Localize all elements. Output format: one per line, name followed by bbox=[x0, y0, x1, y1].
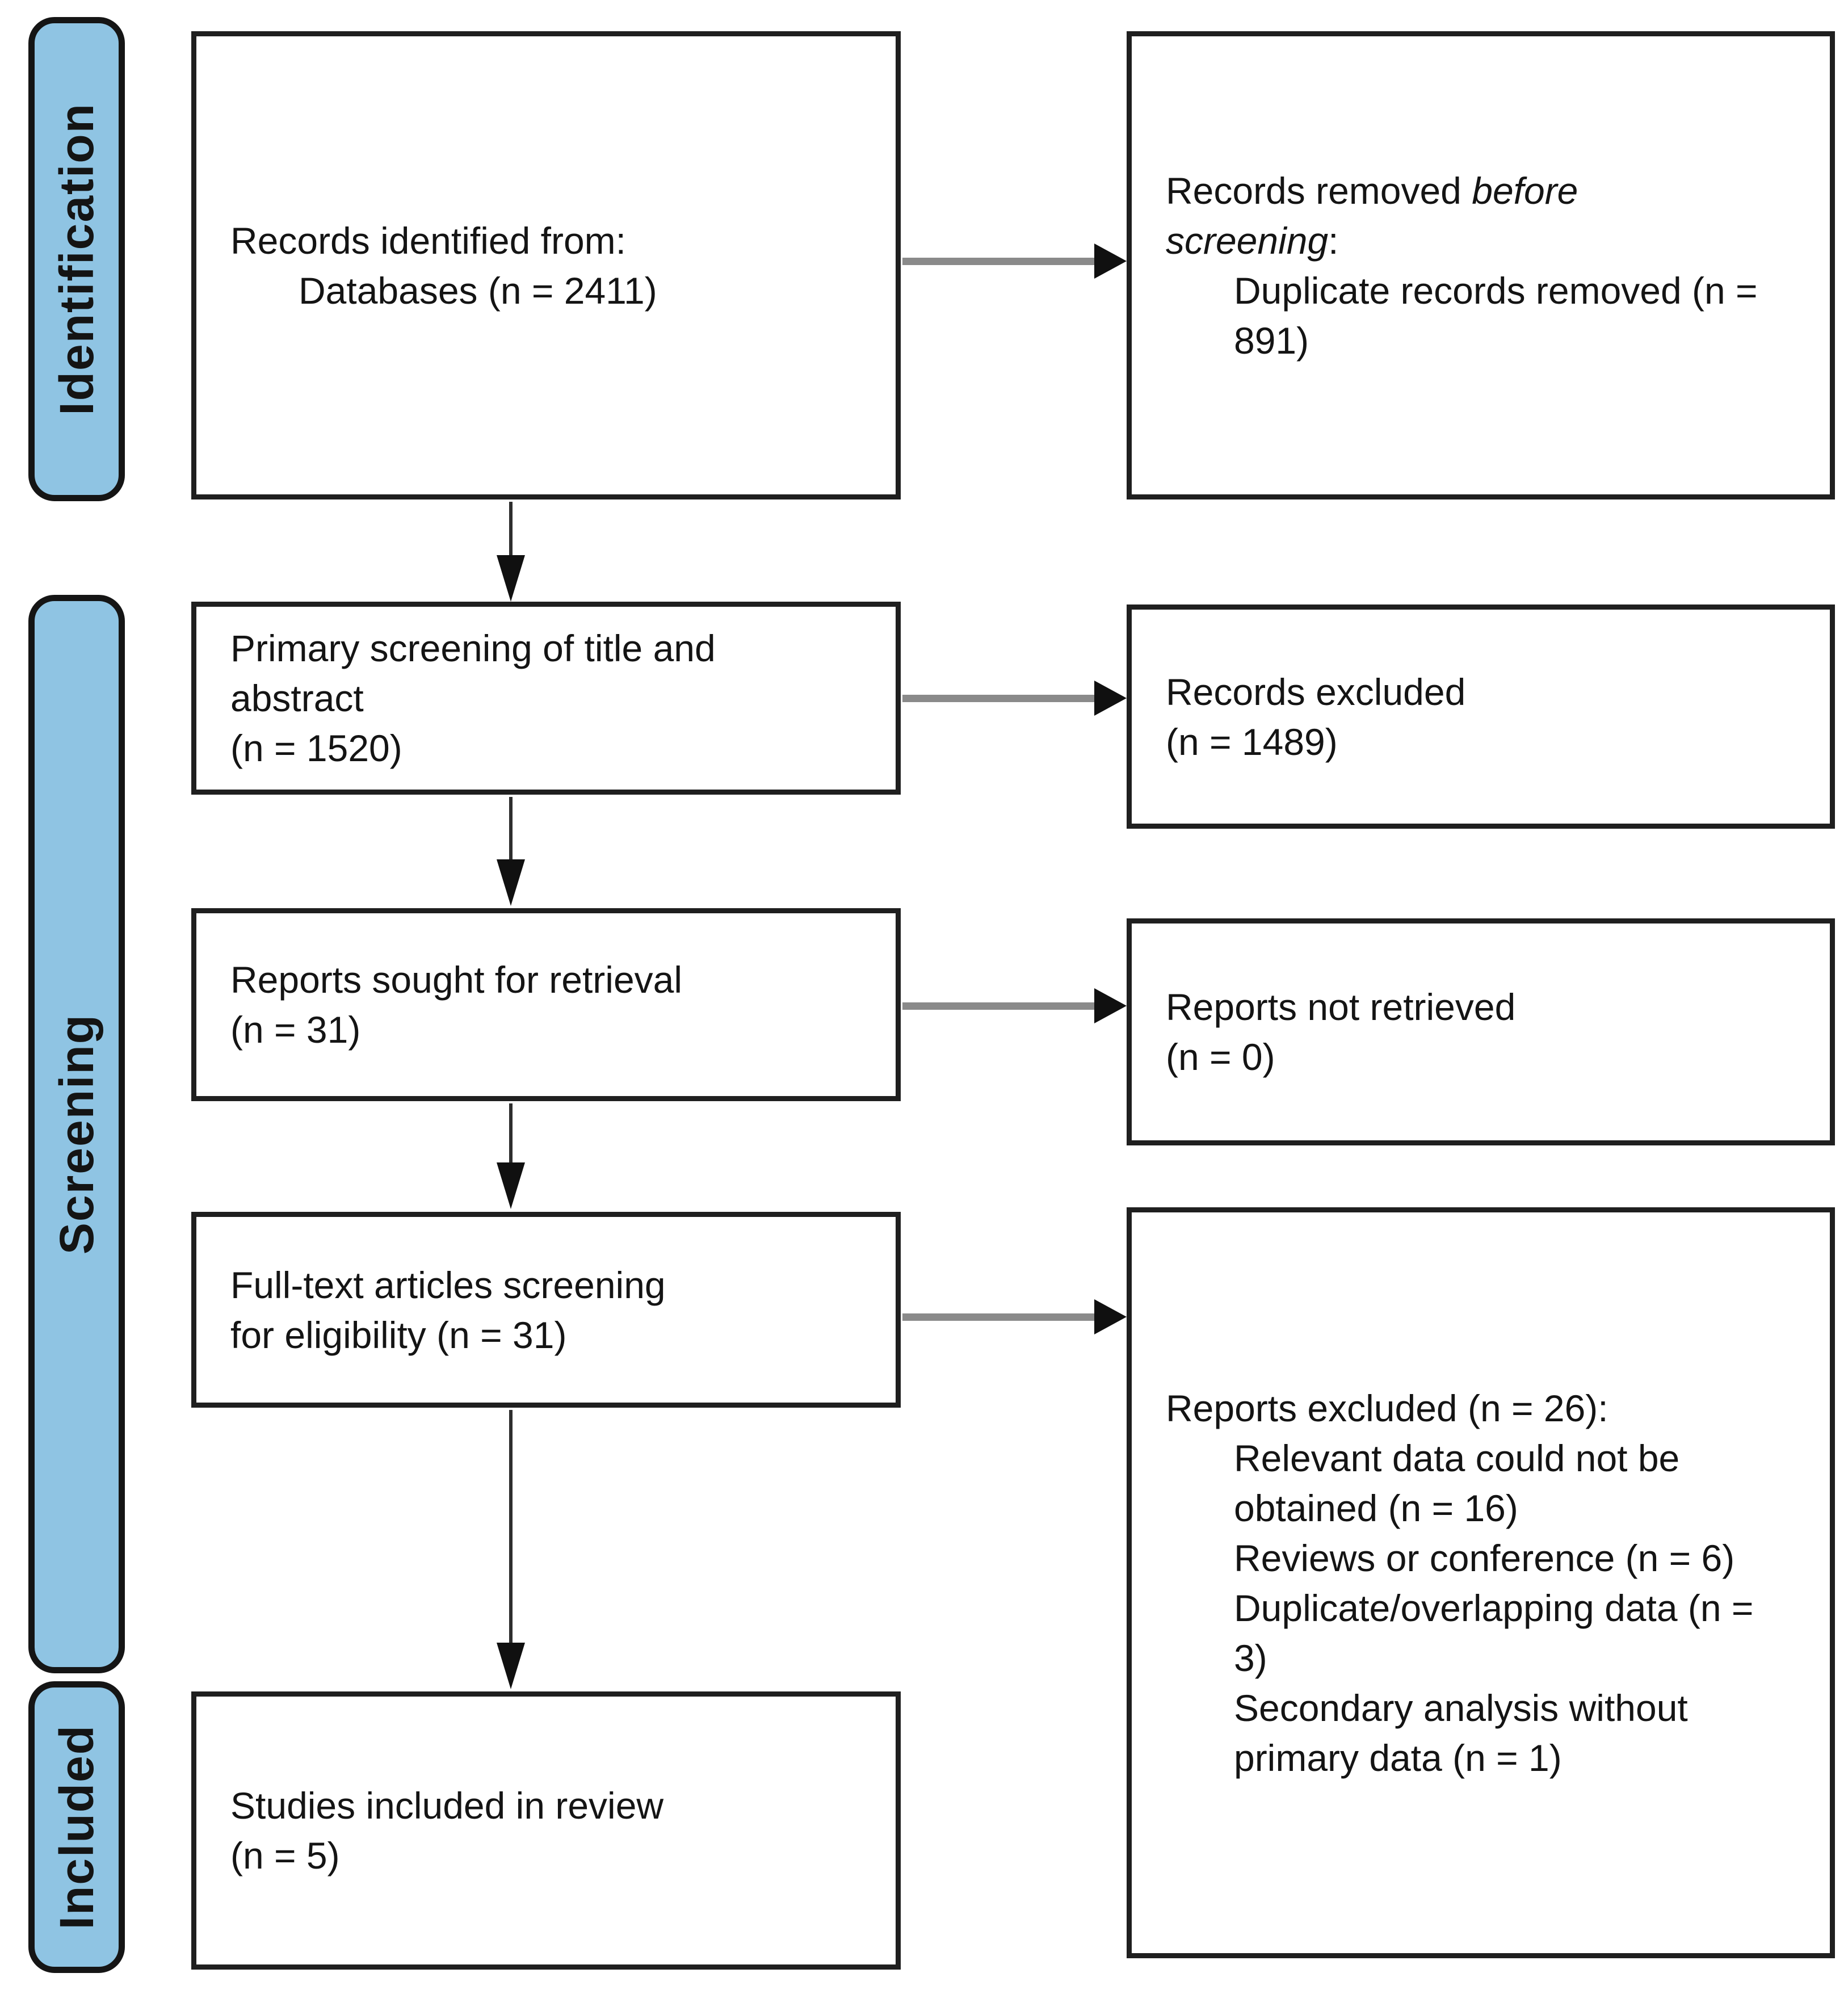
stage-label-included: Included bbox=[49, 1724, 103, 1930]
arrow-line bbox=[902, 258, 1097, 265]
records-removed-detail: Duplicate records removed (n = 891) bbox=[1234, 269, 1758, 362]
records-excluded-line2: (n = 1489) bbox=[1166, 720, 1338, 763]
arrowhead-down-icon bbox=[497, 555, 525, 602]
arrow-line bbox=[902, 695, 1097, 702]
primary-screening-line2: abstract bbox=[230, 677, 364, 719]
reports-excluded-reason-3: Duplicate/overlapping data (n = 3) bbox=[1234, 1586, 1754, 1679]
box-reports-not-retrieved bbox=[1127, 918, 1835, 1145]
records-identified-line1: Records identified from: bbox=[230, 219, 626, 262]
box-fulltext-screening bbox=[191, 1212, 901, 1408]
arrow-line bbox=[509, 797, 513, 860]
reports-excluded-reason-1: Relevant data could not be obtained (n = 16) bbox=[1234, 1437, 1680, 1529]
reports-excluded-title: Reports excluded (n = 26): bbox=[1166, 1387, 1608, 1429]
fulltext-screening-line1: Full-text articles screening bbox=[230, 1263, 666, 1306]
reports-not-retrieved-text bbox=[1132, 982, 1830, 1082]
arrowhead-right-icon bbox=[1094, 988, 1127, 1023]
arrow-line bbox=[509, 502, 513, 556]
fulltext-screening-text bbox=[196, 1260, 896, 1360]
records-removed-text bbox=[1132, 166, 1830, 366]
reports-sought-line2: (n = 31) bbox=[230, 1009, 361, 1051]
records-removed-line1: Records removed before bbox=[1166, 169, 1578, 212]
records-excluded-text bbox=[1132, 667, 1830, 767]
arrowhead-right-icon bbox=[1094, 244, 1127, 279]
box-reports-excluded-reasons bbox=[1127, 1207, 1835, 1958]
arrowhead-down-icon bbox=[497, 1643, 525, 1689]
stage-badge-screening bbox=[28, 595, 125, 1673]
reports-excluded-text bbox=[1132, 1383, 1830, 1783]
arrowhead-right-icon bbox=[1094, 681, 1127, 716]
arrowhead-right-icon bbox=[1094, 1299, 1127, 1334]
records-removed-italic-before: before bbox=[1472, 169, 1578, 212]
arrowhead-down-icon bbox=[497, 859, 525, 906]
studies-included-line1: Studies included in review bbox=[230, 1785, 664, 1827]
reports-sought-line1: Reports sought for retrieval bbox=[230, 959, 683, 1001]
records-identified-text bbox=[196, 216, 896, 316]
fulltext-screening-line2: for eligibility (n = 31) bbox=[230, 1313, 567, 1356]
records-excluded-line1: Records excluded bbox=[1166, 670, 1466, 713]
box-records-identified bbox=[191, 31, 901, 499]
arrow-line bbox=[902, 1313, 1097, 1321]
stage-label-screening: Screening bbox=[49, 1013, 103, 1255]
reports-excluded-reason-2: Reviews or conference (n = 6) bbox=[1234, 1537, 1735, 1579]
box-reports-sought bbox=[191, 908, 901, 1101]
studies-included-text bbox=[196, 1781, 896, 1880]
arrowhead-down-icon bbox=[497, 1162, 525, 1209]
records-removed-line2: screening: bbox=[1166, 219, 1339, 262]
box-primary-screening bbox=[191, 602, 901, 795]
records-identified-line2: Databases (n = 2411) bbox=[299, 269, 657, 312]
arrow-line bbox=[509, 1410, 513, 1644]
primary-screening-line1: Primary screening of title and bbox=[230, 627, 716, 669]
records-removed-italic-screening: screening bbox=[1166, 219, 1329, 262]
primary-screening-text bbox=[196, 623, 896, 773]
reports-not-retrieved-line2: (n = 0) bbox=[1166, 1036, 1275, 1078]
primary-screening-line3: (n = 1520) bbox=[230, 727, 402, 769]
studies-included-line2: (n = 5) bbox=[230, 1835, 340, 1877]
stage-badge-identification bbox=[28, 17, 125, 501]
box-studies-included bbox=[191, 1691, 901, 1970]
arrow-line bbox=[509, 1103, 513, 1164]
stage-label-identification: Identification bbox=[49, 103, 103, 415]
box-records-removed-before-screening bbox=[1127, 31, 1835, 499]
arrow-line bbox=[902, 1002, 1097, 1010]
reports-sought-text bbox=[196, 955, 896, 1055]
box-records-excluded bbox=[1127, 605, 1835, 829]
reports-excluded-reason-4: Secondary analysis without primary data (n = 1) bbox=[1234, 1686, 1688, 1779]
reports-not-retrieved-line1: Reports not retrieved bbox=[1166, 986, 1516, 1028]
stage-badge-included bbox=[28, 1681, 125, 1973]
